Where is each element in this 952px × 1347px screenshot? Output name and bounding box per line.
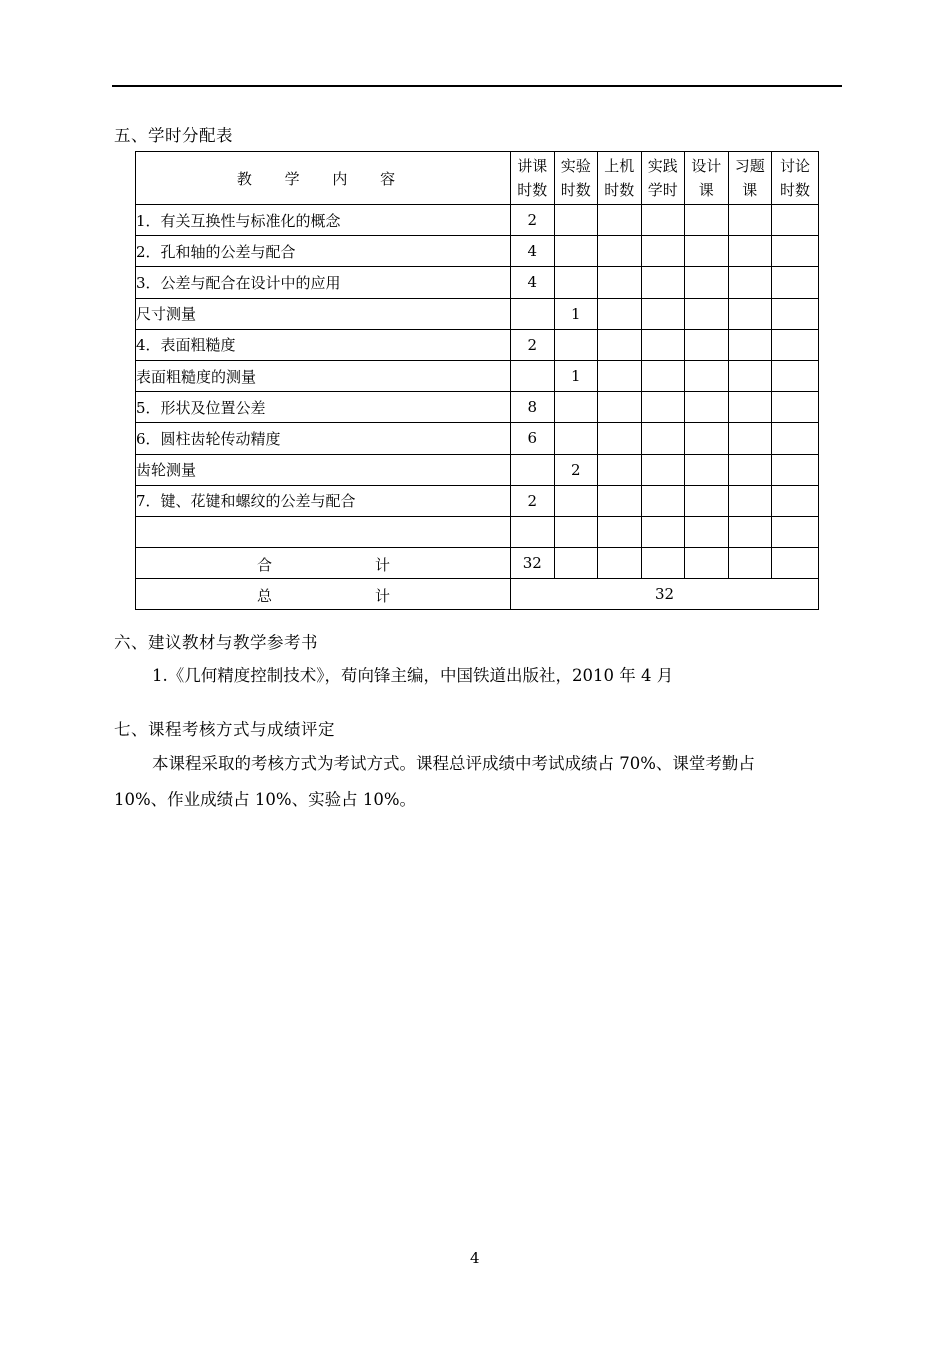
total-row xyxy=(136,579,819,610)
hours-cell xyxy=(598,485,642,516)
table-row xyxy=(136,236,819,267)
section-7-heading: 七、课程考核方式与成绩评定 xyxy=(114,720,335,739)
hours-cell xyxy=(728,392,772,423)
hours-cell xyxy=(511,360,555,391)
column-header-line: 时数 xyxy=(560,181,591,199)
hours-cell xyxy=(685,267,729,298)
hours-cell xyxy=(641,329,685,360)
table-row xyxy=(136,485,819,516)
section-6-heading: 六、建议教材与教学参考书 xyxy=(114,633,318,652)
hours-cell xyxy=(728,329,772,360)
hours-cell: 1 xyxy=(554,360,598,391)
hours-cell xyxy=(772,423,819,454)
hours-cell xyxy=(598,454,642,485)
subtotal-cell xyxy=(772,548,819,579)
column-header-line: 实验 xyxy=(560,157,591,175)
hours-cell xyxy=(685,236,729,267)
column-header xyxy=(598,152,642,205)
hours-cell xyxy=(511,298,555,329)
page-number: 4 xyxy=(470,1249,480,1267)
hours-cell: 6 xyxy=(511,423,555,454)
column-header-line: 时数 xyxy=(604,181,635,199)
content-cell: 6．圆柱齿轮传动精度 xyxy=(136,423,511,454)
textbook-reference: 1.《几何精度控制技术》，荀向锋主编，中国铁道出版社，2010 年 4 月 xyxy=(152,666,674,685)
total-value-cell: 32 xyxy=(511,579,819,610)
subtotal-cell xyxy=(554,548,598,579)
hours-cell xyxy=(728,267,772,298)
total-label-cell xyxy=(136,579,511,610)
section-5-heading: 五、学时分配表 xyxy=(114,126,233,145)
hours-cell xyxy=(641,360,685,391)
hours-cell xyxy=(641,267,685,298)
hours-cell xyxy=(685,329,729,360)
hours-cell: 2 xyxy=(511,205,555,236)
subtotal-cell xyxy=(641,548,685,579)
hours-cell xyxy=(685,516,729,547)
content-cell: 2．孔和轴的公差与配合 xyxy=(136,236,511,267)
hours-cell xyxy=(641,392,685,423)
hours-cell xyxy=(554,236,598,267)
hours-cell xyxy=(728,298,772,329)
hours-cell xyxy=(728,236,772,267)
column-header-line: 讨论 xyxy=(779,157,810,175)
content-cell: 尺寸测量 xyxy=(136,298,511,329)
column-header-line: 时数 xyxy=(517,181,548,199)
content-cell: 齿轮测量 xyxy=(136,454,511,485)
hours-cell: 2 xyxy=(511,485,555,516)
hours-cell: 8 xyxy=(511,392,555,423)
hours-cell xyxy=(598,329,642,360)
table-header-row xyxy=(136,152,819,205)
table-row xyxy=(136,267,819,298)
subtotal-label-right: 计 xyxy=(375,556,391,575)
table-row xyxy=(136,423,819,454)
hours-cell xyxy=(554,205,598,236)
hours-cell xyxy=(728,516,772,547)
hours-cell xyxy=(598,360,642,391)
subtotal-row xyxy=(136,548,819,579)
column-header-line: 课 xyxy=(742,181,758,199)
column-header-line: 讲课 xyxy=(517,157,548,175)
hours-cell xyxy=(554,485,598,516)
hours-cell xyxy=(598,516,642,547)
hours-cell xyxy=(641,454,685,485)
hours-cell xyxy=(641,236,685,267)
hours-cell xyxy=(511,516,555,547)
total-label-left: 总 xyxy=(257,587,273,606)
hours-cell xyxy=(598,236,642,267)
hours-cell xyxy=(511,454,555,485)
hours-cell xyxy=(772,516,819,547)
hours-cell xyxy=(685,205,729,236)
hours-cell xyxy=(728,360,772,391)
subtotal-cell xyxy=(728,548,772,579)
hours-cell xyxy=(728,423,772,454)
hours-cell xyxy=(685,454,729,485)
hours-cell xyxy=(772,360,819,391)
table-row xyxy=(136,516,819,547)
hours-cell xyxy=(772,205,819,236)
hours-cell xyxy=(598,267,642,298)
column-header-line: 学时 xyxy=(647,181,678,199)
column-header-line: 实践 xyxy=(647,157,678,175)
hours-cell xyxy=(772,298,819,329)
hours-cell xyxy=(685,360,729,391)
content-cell: 7．键、花键和螺纹的公差与配合 xyxy=(136,485,511,516)
hours-cell xyxy=(641,485,685,516)
column-header-line: 上机 xyxy=(604,157,635,175)
hours-cell xyxy=(685,423,729,454)
hours-cell: 4 xyxy=(511,236,555,267)
hours-cell xyxy=(598,423,642,454)
table-row xyxy=(136,454,819,485)
column-header xyxy=(728,152,772,205)
column-header-line: 习题 xyxy=(734,157,765,175)
content-cell: 1．有关互换性与标准化的概念 xyxy=(136,205,511,236)
hours-cell xyxy=(598,205,642,236)
content-cell: 5．形状及位置公差 xyxy=(136,392,511,423)
hours-cell xyxy=(641,516,685,547)
total-label-right: 计 xyxy=(375,587,391,606)
table-row xyxy=(136,392,819,423)
subtotal-cell xyxy=(598,548,642,579)
content-cell: 3．公差与配合在设计中的应用 xyxy=(136,267,511,298)
column-header-line: 时数 xyxy=(779,181,810,199)
hours-cell xyxy=(641,298,685,329)
column-header xyxy=(554,152,598,205)
content-cell: 表面粗糙度的测量 xyxy=(136,360,511,391)
subtotal-cell xyxy=(685,548,729,579)
hours-cell xyxy=(772,392,819,423)
hours-cell xyxy=(598,298,642,329)
column-header xyxy=(772,152,819,205)
column-header xyxy=(511,152,555,205)
hours-cell xyxy=(772,329,819,360)
subtotal-cell: 32 xyxy=(511,548,555,579)
assessment-text-line-1: 本课程采取的考核方式为考试方式。课程总评成绩中考试成绩占 70%、课堂考勤占 xyxy=(152,754,755,773)
hours-cell xyxy=(772,236,819,267)
column-header xyxy=(641,152,685,205)
hours-cell xyxy=(685,392,729,423)
hours-cell xyxy=(641,423,685,454)
hours-cell: 4 xyxy=(511,267,555,298)
column-header-line: 设计 xyxy=(691,157,722,175)
table-row xyxy=(136,298,819,329)
hours-cell xyxy=(598,392,642,423)
hours-cell xyxy=(772,485,819,516)
table-row xyxy=(136,205,819,236)
subtotal-label-cell xyxy=(136,548,511,579)
content-column-header: 教 学 内 容 xyxy=(136,152,511,205)
hours-cell xyxy=(554,516,598,547)
hours-cell xyxy=(554,267,598,298)
assessment-text-line-2: 10%、作业成绩占 10%、实验占 10%。 xyxy=(114,790,417,809)
hours-cell xyxy=(728,205,772,236)
hours-cell xyxy=(554,329,598,360)
hours-cell xyxy=(685,298,729,329)
column-header-line: 课 xyxy=(698,181,714,199)
header-rule xyxy=(112,85,842,87)
content-cell xyxy=(136,516,511,547)
subtotal-label-left: 合 xyxy=(257,556,273,575)
column-header xyxy=(685,152,729,205)
hours-cell xyxy=(728,485,772,516)
hours-cell: 2 xyxy=(554,454,598,485)
hours-cell xyxy=(728,454,772,485)
hours-allocation-table xyxy=(135,151,819,610)
hours-cell xyxy=(554,423,598,454)
table-row xyxy=(136,329,819,360)
hours-cell xyxy=(772,267,819,298)
hours-cell xyxy=(554,392,598,423)
hours-cell: 1 xyxy=(554,298,598,329)
hours-cell: 2 xyxy=(511,329,555,360)
hours-cell xyxy=(685,485,729,516)
hours-cell xyxy=(641,205,685,236)
hours-cell xyxy=(772,454,819,485)
table-row xyxy=(136,360,819,391)
content-cell: 4．表面粗糙度 xyxy=(136,329,511,360)
